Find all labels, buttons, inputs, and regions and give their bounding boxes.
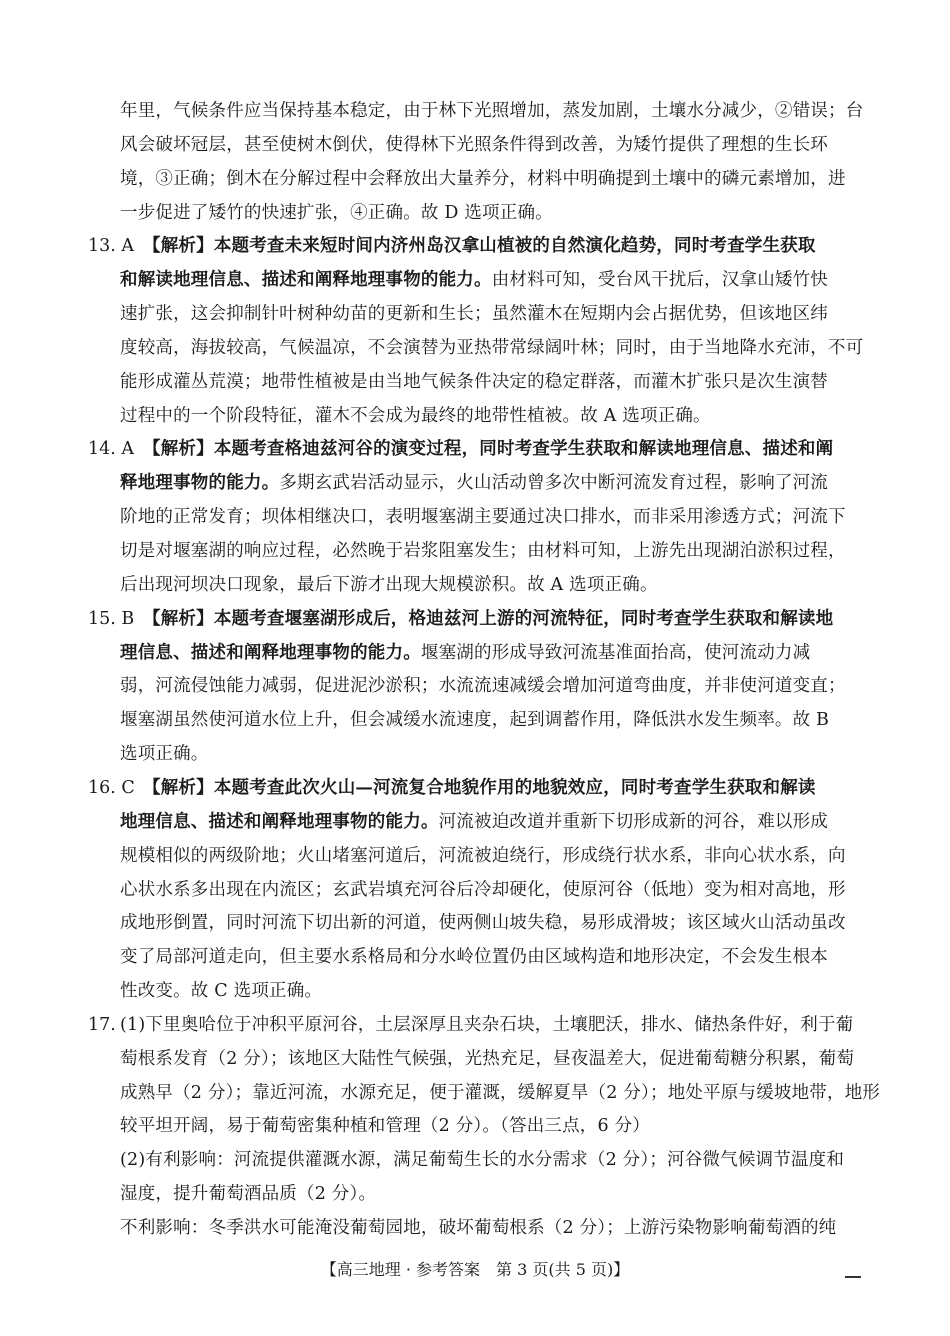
question-number: 16. C — [88, 778, 135, 798]
answer-line — [143, 776, 816, 800]
question-number: 14. A — [88, 439, 135, 459]
analysis-focus: 释地理事物的能力。 — [120, 473, 280, 493]
answer-line: 堰塞湖虽然使河道水位上升，但会减缓水流速度，起到调蓄作用，降低洪水发生频率。故 B — [120, 710, 830, 730]
answer-line — [120, 268, 828, 292]
page-footer: 【高三地理 · 参考答案 第 3 页(共 5 页)】 — [320, 1260, 630, 1279]
answer-line: 能形成灌丛荒漠；地带性植被是由当地气候条件决定的稳定群落，而灌木扩张只是次生演替 — [120, 372, 828, 392]
answer-line: 阶地的正常发育；坝体相继决口，表明堰塞湖主要通过决口排水，而非采用渗透方式；河流下 — [120, 507, 846, 527]
analysis-focus: 本题考查堰塞湖形成后，格迪兹河上游的河流特征，同时考查学生获取和解读地 — [213, 609, 834, 629]
footer-mark — [845, 1276, 861, 1278]
analysis-text: 由材料可知，受台风干扰后，汉拿山矮竹快 — [491, 270, 829, 290]
analysis-tag: 【解析】 — [143, 236, 214, 256]
answer-line: (1)下里奥哈位于冲积平原河谷，土层深厚且夹杂石块，土壤肥沃，排水、储热条件好，利于葡 — [120, 1015, 854, 1035]
analysis-focus: 本题考查格迪兹河谷的演变过程，同时考查学生获取和解读地理信息、描述和阐 — [213, 439, 834, 459]
answer-line: 变了局部河道走向，但主要水系格局和分水岭位置仍由区域构造和地形决定，不会发生根本 — [120, 947, 828, 967]
intro-line: 境，③正确；倒木在分解过程中会释放出大量养分，材料中明确提到土壤中的磷元素增加，进 — [120, 169, 846, 189]
answer-line: 性改变。故 C 选项正确。 — [120, 981, 323, 1001]
answer-line — [143, 607, 833, 631]
answer-line: 过程中的一个阶段特征，灌木不会成为最终的地带性植被。故 A 选项正确。 — [120, 406, 711, 426]
intro-line: 风会破坏冠层，甚至使树木倒伏，使得林下光照条件得到改善，为矮竹提供了理想的生长环 — [120, 135, 828, 155]
answer-line: 切是对堰塞湖的响应过程，必然晚于岩浆阻塞发生；由材料可知，上游先出现湖泊淤积过程， — [120, 541, 846, 561]
answer-line — [120, 471, 828, 495]
answer-line: 萄根系发育（2 分）；该地区大陆性气候强，光热充足，昼夜温差大，促进葡萄糖分积累，葡萄 — [120, 1049, 855, 1069]
question-number: 13. A — [88, 236, 135, 256]
answer-line: 心状水系多出现在内流区；玄武岩填充河谷后冷却硬化，使原河谷（低地）变为相对高地，形 — [120, 880, 846, 900]
answer-line: 规模相似的两级阶地；火山堵塞河道后，河流被迫绕行，形成绕行状水系，非向心状水系，向 — [120, 846, 846, 866]
analysis-focus: 和解读地理信息、描述和阐释地理事物的能力。 — [120, 270, 492, 290]
answer-line: 不利影响：冬季洪水可能淹没葡萄园地，破坏葡萄根系（2 分）；上游污染物影响葡萄酒的纯 — [120, 1218, 837, 1238]
intro-line: 一步促进了矮竹的快速扩张，④正确。故 D 选项正确。 — [120, 203, 553, 223]
answer-line: 选项正确。 — [120, 744, 209, 764]
analysis-text: 河流被迫改道并重新下切形成新的河谷，难以形成 — [438, 812, 829, 832]
answer-line: 弱，河流侵蚀能力减弱，促进泥沙淤积；水流流速减缓会增加河道弯曲度，并非使河道变直； — [120, 676, 846, 696]
question-number: 17. — [88, 1015, 116, 1035]
answer-line: 湿度，提升葡萄酒品质（2 分）。 — [120, 1184, 377, 1204]
answer-line: 度较高，海拔较高，气候温凉，不会演替为亚热带常绿阔叶林；同时，由于当地降水充沛，不可 — [120, 338, 864, 358]
answer-line — [120, 810, 828, 834]
answer-line: 较平坦开阔，易于葡萄密集种植和管理（2 分）。（答出三点，6 分） — [120, 1116, 650, 1136]
analysis-focus: 本题考查未来短时间内济州岛汉拿山植被的自然演化趋势，同时考查学生获取 — [213, 236, 816, 256]
analysis-focus: 理信息、描述和阐释地理事物的能力。 — [120, 643, 421, 663]
analysis-tag: 【解析】 — [143, 439, 214, 459]
analysis-text: 堰塞湖的形成导致河流基准面抬高，使河流动力减 — [420, 643, 811, 663]
question-number: 15. B — [88, 609, 135, 629]
answer-line: 速扩张，这会抑制针叶树种幼苗的更新和生长；虽然灌木在短期内会占据优势，但该地区纬 — [120, 304, 828, 324]
answer-line: 成地形倒置，同时河流下切出新的河道，使两侧山坡失稳，易形成滑坡；该区域火山活动虽改 — [120, 913, 846, 933]
answer-line — [143, 437, 833, 461]
answer-line — [120, 641, 810, 665]
analysis-focus: 本题考查此次火山—河流复合地貌作用的地貌效应，同时考查学生获取和解读 — [213, 778, 816, 798]
answer-line — [143, 234, 816, 258]
answer-line: 后出现河坝决口现象，最后下游才出现大规模淤积。故 A 选项正确。 — [120, 575, 658, 595]
intro-line: 年里，气候条件应当保持基本稳定，由于林下光照增加，蒸发加剧，土壤水分减少，②错误；台 — [120, 101, 864, 121]
analysis-text: 多期玄武岩活动显示，火山活动曾多次中断河流发育过程，影响了河流 — [279, 473, 829, 493]
answer-line: 成熟早（2 分）；靠近河流，水源充足，便于灌溉，缓解夏旱（2 分）；地处平原与缓坡地带，地形 — [120, 1083, 881, 1103]
analysis-tag: 【解析】 — [143, 609, 214, 629]
answer-line: (2)有利影响：河流提供灌溉水源，满足葡萄生长的水分需求（2 分）；河谷微气候调节温度和 — [120, 1150, 845, 1170]
analysis-tag: 【解析】 — [143, 778, 214, 798]
analysis-focus: 地理信息、描述和阐释地理事物的能力。 — [120, 812, 439, 832]
